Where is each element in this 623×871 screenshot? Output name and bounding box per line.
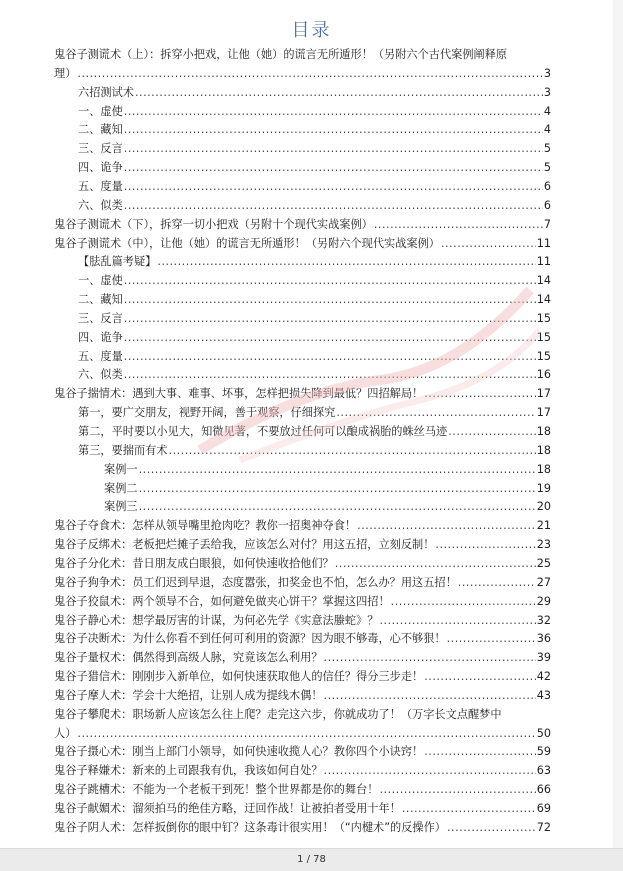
toc-entry-title: 第三，要揣而有术: [78, 443, 168, 457]
toc-entry-page: 15: [536, 311, 551, 325]
toc-entry[interactable]: [0, 725, 623, 743]
toc-entry-page: 5: [543, 142, 551, 156]
toc-leader-dots: [124, 140, 543, 158]
toc-entry-page: 15: [536, 349, 551, 363]
toc-entry-page: 29: [536, 594, 551, 608]
toc-entry[interactable]: [0, 536, 623, 554]
toc-entry-title: 【胠乱篇考疑】: [78, 255, 157, 269]
toc-entry-page: 50: [536, 726, 551, 740]
toc-leader-dots: [124, 291, 536, 309]
toc-entry[interactable]: [0, 593, 623, 611]
toc-entry-page: 18: [536, 443, 551, 457]
toc-leader-dots: [374, 216, 543, 234]
toc-entry[interactable]: [0, 348, 623, 366]
toc-entry-page: 25: [536, 556, 551, 570]
toc-entry-page: 59: [536, 745, 551, 759]
toc-leader-dots: [124, 348, 536, 366]
page-footer: [0, 848, 623, 871]
toc-leader-dots: [124, 366, 536, 384]
toc-entry-title: 理）: [54, 66, 77, 80]
toc-leader-dots: [424, 385, 536, 403]
toc-leader-dots: [124, 310, 536, 328]
toc-leader-dots: [424, 743, 536, 761]
toc-leader-dots: [124, 121, 543, 139]
toc-entry[interactable]: [0, 366, 623, 384]
toc-entry[interactable]: [0, 178, 623, 196]
toc-entry-page: 5: [543, 161, 551, 175]
toc-entry[interactable]: [0, 46, 623, 64]
toc-leader-dots: [124, 178, 543, 196]
toc-entry-title: 五、度量: [78, 179, 123, 193]
toc-leader-dots: [441, 235, 536, 253]
toc-entry-title: 鬼谷子决断术：为什么你看不到任何可利用的资源？因为眼不够毒，心不够狠！: [54, 632, 446, 646]
toc-leader-dots: [124, 197, 543, 215]
toc-entry-title: 鬼谷子跳槽术：不能为一个老板干到死！整个世界都是你的舞台！: [54, 783, 379, 797]
toc-entry-title: 六、似类: [78, 198, 123, 212]
toc-entry-title: 第一，要广交朋友，视野开阔，善于观察，仔细探究: [78, 406, 336, 420]
toc-leader-dots: [169, 442, 536, 460]
toc-entry-page: 23: [536, 538, 551, 552]
toc-entry-page: 6: [543, 198, 551, 212]
toc-entry-page: 15: [536, 330, 551, 344]
toc-entry-page: 42: [536, 670, 551, 684]
toc-entry-title: 鬼谷子摩人术：学会十大绝招，让别人成为提线木偶！: [54, 688, 323, 702]
page-indicator: 1 / 78: [297, 854, 326, 865]
toc-entry-page: 21: [536, 519, 551, 533]
toc-entry-title: 鬼谷子测谎术（上）：拆穿小把戏，让他（她）的谎言无所遁形！（另附六个古代案例阐释原: [54, 48, 508, 61]
toc-entry[interactable]: [0, 668, 623, 686]
toc-entry-title: 鬼谷子测谎术（下），拆穿一切小把戏（另附十个现代实战案例）: [54, 217, 373, 231]
toc-entry-page: 20: [536, 500, 551, 514]
toc-entry[interactable]: [0, 121, 623, 139]
toc-entry-title: 五、度量: [78, 349, 123, 363]
toc-entry-title: 第二，平时要以小见大，知微见著，不要放过任何可以酿成祸胎的蛛丝马迹: [78, 425, 448, 438]
toc-entry-title: 鬼谷子揣情术：遇到大事、难事、坏事，怎样把损失降到最低？四招解局！: [54, 387, 424, 401]
toc-leader-dots: [77, 65, 542, 83]
toc-entry[interactable]: [0, 461, 623, 479]
toc-leader-dots: [124, 272, 536, 290]
toc-entry-title: 二、藏知: [78, 123, 123, 137]
toc-entry-page: 11: [536, 236, 551, 250]
toc-entry[interactable]: [0, 159, 623, 177]
toc-entry-page: 7: [543, 217, 551, 231]
toc-entry-page: 18: [536, 462, 551, 476]
toc-entry-page: 6: [543, 179, 551, 193]
toc-entry[interactable]: [0, 291, 623, 309]
toc-entry-page: 18: [536, 425, 551, 438]
toc-entry-page: 16: [536, 368, 551, 382]
toc-entry[interactable]: [0, 687, 623, 705]
toc-leader-dots: [324, 649, 536, 667]
toc-entry-page: 3: [543, 66, 551, 80]
toc-leader-dots: [448, 423, 536, 441]
toc-entry-title: 鬼谷子猎信术：刚刚步入新单位，如何快速获取他人的信任？得分三步走！: [54, 670, 424, 684]
toc-entry[interactable]: [0, 649, 623, 667]
toc-entry-page: 72: [536, 820, 551, 834]
toc-leader-dots: [447, 819, 536, 837]
toc-entry-title: 人）: [54, 726, 77, 740]
toc-leader-dots: [391, 593, 536, 611]
toc-leader-dots: [435, 536, 535, 554]
toc-entry-page: 27: [536, 575, 551, 589]
toc-entry[interactable]: [0, 216, 623, 234]
toc-leader-dots: [124, 329, 536, 347]
toc-leader-dots: [139, 461, 536, 479]
toc-leader-dots: [124, 103, 543, 121]
toc-entry-title: 鬼谷子量权术：偶然得到高级人脉，究竟该怎么利用？: [54, 651, 323, 665]
toc-entry[interactable]: [0, 235, 623, 253]
toc-entry[interactable]: [0, 498, 623, 516]
toc-entry-page: 66: [536, 783, 551, 797]
toc-entry[interactable]: [0, 423, 623, 441]
toc-entry-page: 43: [536, 688, 551, 702]
toc-entry-title: 鬼谷子反绑术：老板把烂摊子丢给我，应该怎么对付？用这五招，立刻反制！: [54, 538, 435, 552]
toc-entry-page: 36: [536, 632, 551, 646]
toc-entry-page: 17: [536, 406, 551, 420]
scrollbar[interactable]: [613, 0, 623, 848]
toc-leader-dots: [336, 404, 535, 422]
toc-entry-title: 六、似类: [78, 368, 123, 382]
toc-leader-dots: [77, 725, 535, 743]
toc-entry[interactable]: [0, 197, 623, 215]
toc-entry-title: 鬼谷子攀爬术：职场新人应该怎么往上爬？走完这六步，你就成功了！（万字长文点醒梦中: [54, 707, 502, 721]
toc-entry[interactable]: [0, 706, 623, 724]
toc-entry-page: 14: [536, 293, 551, 307]
toc-entry-title: 鬼谷子静心术：想学最厉害的计谋，为何必先学《实意法螣蛇》？: [54, 613, 379, 627]
toc-leader-dots: [357, 517, 536, 535]
toc-entry-title: 鬼谷子夺食术：怎样从领导嘴里抢肉吃？教你一招奥神夺食！: [54, 519, 357, 533]
toc-entry-title: 鬼谷子分化术：昔日朋友成白眼狼，如何快速收拾他们？: [54, 556, 334, 570]
toc-leader-dots: [157, 253, 535, 271]
toc-entry-page: 32: [536, 613, 551, 627]
toc-entry[interactable]: [0, 762, 623, 780]
toc-entry[interactable]: [0, 84, 623, 102]
toc-leader-dots: [402, 800, 536, 818]
toc-entry-title: 四、诡争: [78, 330, 123, 344]
toc-leader-dots: [139, 498, 536, 516]
toc-entry-title: 一、虚使: [78, 104, 123, 118]
toc-entry-page: 11: [536, 255, 551, 269]
toc-entry[interactable]: [0, 555, 623, 573]
toc-entry[interactable]: [0, 480, 623, 498]
toc-entry-title: 鬼谷子释嫌术：新来的上司跟我有仇，我该如何自处？: [54, 764, 323, 778]
toc-entry-page: 3: [543, 85, 551, 99]
toc-entry-page: 63: [536, 764, 551, 778]
toc-entry[interactable]: [0, 800, 623, 818]
toc-entry-title: 四、诡争: [78, 161, 123, 175]
toc-entry[interactable]: [0, 253, 623, 271]
toc-entry[interactable]: [0, 517, 623, 535]
page-title: 目录: [291, 20, 332, 41]
toc-entry[interactable]: [0, 781, 623, 799]
toc-entry-title: 二、藏知: [78, 293, 123, 307]
toc-entry[interactable]: [0, 272, 623, 290]
toc-leader-dots: [324, 762, 536, 780]
toc-entry-page: 19: [536, 481, 551, 495]
toc-entry[interactable]: [0, 140, 623, 158]
toc-entry[interactable]: [0, 612, 623, 630]
toc-entry-page: 4: [543, 104, 551, 118]
toc-entry[interactable]: [0, 329, 623, 347]
toc-leader-dots: [379, 612, 535, 630]
toc-leader-dots: [335, 555, 536, 573]
toc-entry[interactable]: [0, 574, 623, 592]
toc-entry-page: 17: [536, 387, 551, 401]
toc-entry-page: 69: [536, 802, 551, 815]
toc-leader-dots: [139, 480, 536, 498]
toc-entry-title: 三、反言: [78, 311, 123, 325]
toc-entry[interactable]: [0, 404, 623, 422]
toc-entry[interactable]: [0, 819, 623, 837]
toc-entry-title: 鬼谷子狗争术：员工们迟到早退，态度嚣张，扣奖金也不怕，怎么办？用这五招！: [54, 575, 457, 589]
toc-leader-dots: [135, 84, 543, 102]
toc-leader-dots: [124, 159, 543, 177]
toc-entry-title: 鬼谷子测谎术（中），让他（她）的谎言无所遁形！（另附六个现代实战案例）: [54, 236, 440, 250]
toc-entry-title: 鬼谷子狡鼠术：两个领导不合，如何避免做夹心饼干？掌握这四招！: [54, 594, 390, 608]
toc-leader-dots: [424, 668, 536, 686]
toc-entry-title: 六招测试术: [78, 85, 134, 99]
toc-entry[interactable]: [0, 743, 623, 761]
toc-entry[interactable]: [0, 310, 623, 328]
toc-entry-title: 一、虚使: [78, 274, 123, 288]
toc-entry-page: 14: [536, 274, 551, 288]
toc-entry-title: 鬼谷子献媚术：溜须拍马的绝佳方略，迂回作战！让被拍者受用十年！: [54, 802, 401, 815]
toc-entry-title: 案例二: [104, 481, 138, 495]
toc-leader-dots: [458, 574, 536, 592]
toc-leader-dots: [379, 781, 535, 799]
toc-entry[interactable]: [0, 385, 623, 403]
toc-entry-title: 三、反言: [78, 142, 123, 156]
toc-entry[interactable]: [0, 630, 623, 648]
toc-entry-title: 案例一: [104, 462, 138, 476]
toc-entry[interactable]: [0, 442, 623, 460]
toc-entry-title: 案例三: [104, 500, 138, 514]
toc-entry-page: 4: [543, 123, 551, 137]
toc-entry[interactable]: [0, 103, 623, 121]
toc-entry-title: 鬼谷子阴人术：怎样扳倒你的眼中钉？这条毒计很实用！（“内楗术”的反操作）: [54, 820, 446, 834]
toc-leader-dots: [447, 630, 536, 648]
toc-leader-dots: [324, 687, 536, 705]
toc-entry-title: 鬼谷子摄心术：刚当上部门小领导，如何快速收揽人心？教你四个小诀窍！: [54, 745, 424, 759]
toc-entry[interactable]: [0, 65, 623, 83]
toc-entry-page: 39: [536, 651, 551, 665]
